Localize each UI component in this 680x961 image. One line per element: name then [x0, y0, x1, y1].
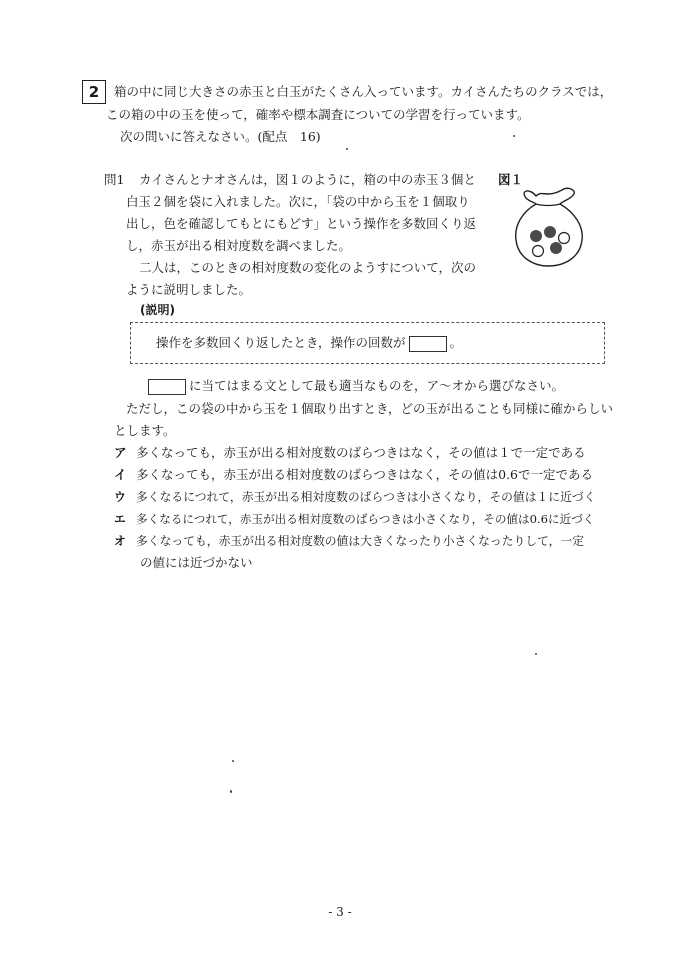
intro-line-3: 次の問いに答えなさい。(配点 16) — [120, 129, 321, 144]
figure-label: 図１ — [498, 172, 524, 187]
choice-a-text: 多くなっても，赤玉が出る相対度数のばらつきはなく，その値は１で一定である — [136, 445, 586, 460]
intro-line-1: 箱の中に同じ大きさの赤玉と白玉がたくさん入っています。カイさんたちのクラスでは， — [114, 84, 613, 99]
choice-e — [114, 509, 594, 529]
page-number: - 3 - — [328, 905, 352, 919]
scan-speck — [230, 790, 232, 793]
choice-u-text: 多くなるにつれて，赤玉が出る相対度数のばらつきは小さくなり，その値は１に近づく — [136, 490, 596, 504]
white-ball-1 — [559, 233, 570, 244]
scan-speck — [535, 653, 537, 655]
explanation-after: 。 — [449, 335, 463, 350]
explanation-text — [156, 333, 462, 353]
choice-i-letter: イ — [114, 467, 127, 482]
instruction-text: に当てはまる文として最も適当なものを，ア～オから選びなさい。 — [189, 378, 565, 393]
explanation-label: (説明) — [140, 303, 175, 317]
part1-line-5: 二人は，このときの相対度数の変化のようすについて，次の — [139, 260, 477, 275]
red-ball-3 — [550, 242, 562, 254]
scan-speck — [513, 135, 515, 137]
choice-a-letter: ア — [114, 445, 127, 460]
red-ball-2 — [544, 226, 556, 238]
choice-u-letter: ウ — [114, 490, 126, 504]
choice-o-continuation: の値には近づかない — [140, 555, 253, 570]
choice-e-text: 多くなるにつれて，赤玉が出る相対度数のばらつきは小さくなり，その値は0.6に近づく — [136, 512, 595, 526]
choice-a — [114, 443, 586, 463]
choice-u — [114, 487, 596, 507]
scan-speck — [346, 148, 348, 150]
part1-line-6: ように説明しました。 — [126, 282, 252, 297]
intro-line-2: この箱の中の玉を使って，確率や標本調査についての学習を行っています。 — [106, 107, 530, 122]
instruction-line — [148, 376, 564, 396]
instruction-blank — [148, 379, 186, 395]
question-number: 2 — [82, 80, 106, 104]
part1-line-1: カイさんとナオさんは，図１のように，箱の中の赤玉３個と — [139, 172, 476, 187]
answer-blank — [409, 336, 447, 352]
part1-line-4: し，赤玉が出る相対度数を調べました。 — [126, 238, 352, 253]
part1-line-2: 白玉２個を袋に入れました。次に，「袋の中から玉を１個取り — [126, 194, 470, 209]
choice-i-text: 多くなっても，赤玉が出る相対度数のばらつきはなく，その値は0.6で一定である — [136, 467, 594, 482]
explanation-before: 操作を多数回くり返したとき，操作の回数が — [156, 335, 406, 350]
choice-i — [114, 465, 593, 485]
red-ball-1 — [530, 230, 542, 242]
white-ball-2 — [533, 246, 544, 257]
note-line-2: とします。 — [114, 423, 176, 438]
part1-line-3: 出し，色を確認してもとにもどす」という操作を多数回くり返 — [126, 216, 477, 231]
choice-e-letter: エ — [114, 512, 126, 526]
scan-speck — [232, 760, 234, 762]
note-line-1: ただし，この袋の中から玉を１個取り出すとき，どの玉が出ることも同様に確からしい — [126, 401, 614, 416]
choice-o-text: 多くなっても，赤玉が出る相対度数の値は大きくなったり小さくなったりして，一定 — [136, 534, 585, 548]
bag-figure — [508, 182, 588, 272]
choice-o — [114, 531, 584, 551]
choice-o-letter: オ — [114, 534, 126, 548]
part1-label: 問1 — [104, 172, 125, 187]
